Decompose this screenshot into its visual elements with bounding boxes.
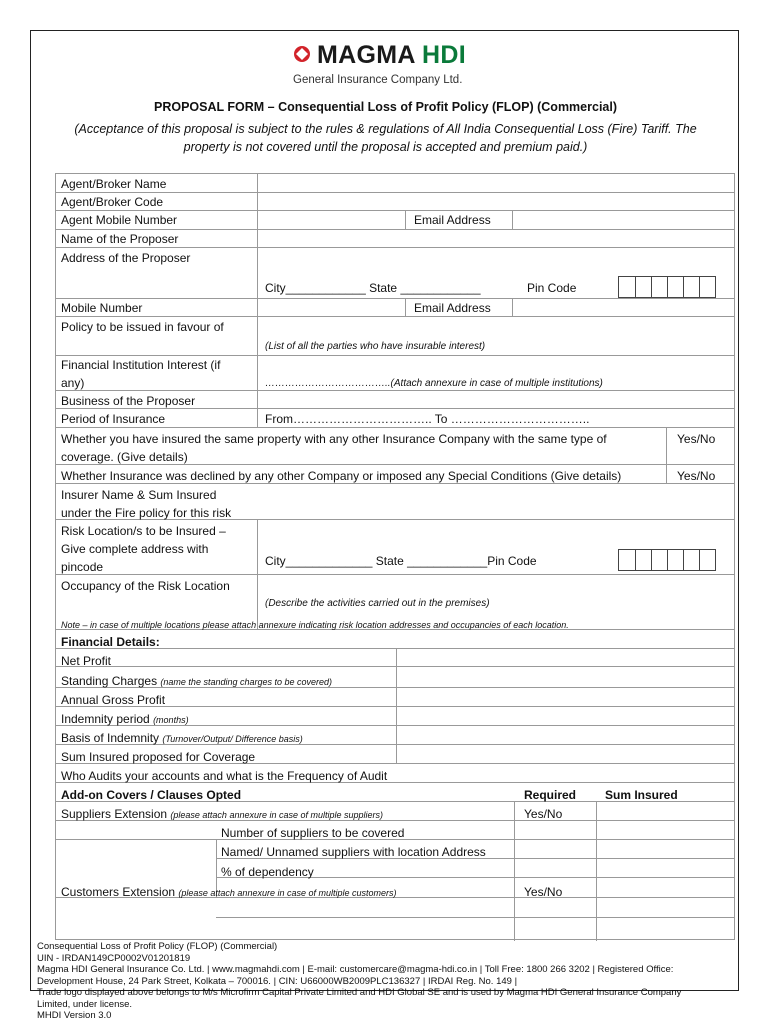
period-label: Period of Insurance — [61, 412, 166, 426]
email-label-1: Email Address — [414, 213, 491, 227]
risk-city-state-pin: City_____________ State ____________Pin Code — [265, 554, 537, 568]
named-suppliers-label: Named/ Unnamed suppliers with location Address — [221, 845, 486, 859]
financial-institution-label-cont: any) — [61, 376, 85, 390]
occupancy-label: Occupancy of the Risk Location — [61, 579, 230, 593]
suppliers-extension-text: Suppliers Extension — [61, 807, 168, 821]
insurer-label: Insurer Name & Sum Insured — [61, 488, 217, 502]
risk-location-label-pincode: pincode — [61, 560, 104, 574]
logo-accent-text: HDI — [422, 41, 466, 69]
basis-of-indemnity-text: Basis of Indemnity — [61, 731, 160, 745]
suppliers-extension-note: (please attach annexure in case of multiple suppliers) — [170, 810, 384, 820]
logo-wordmark — [317, 41, 466, 70]
footer-trademark: Trade logo displayed above belongs to M/s Microfirm Capital Private Limited and HDI Global SE and is used by Magma HDI General Insurance Company — [37, 987, 682, 998]
customers-extension-text: Customers Extension — [61, 885, 176, 899]
form-subtitle: (Acceptance of this proposal is subject to the rules & regulations of All India Consequential Loss (Fire) Tariff. The property is not covered until the proposal is accepted and premium paid.) — [74, 122, 697, 154]
financial-institution-value: ………………………………..(Attach annexure in case of multiple institutions) — [265, 378, 603, 389]
financial-institution-label: Financial Institution Interest (if — [61, 358, 221, 372]
sum-insured-label: Sum Insured proposed for Coverage — [61, 750, 256, 764]
dependency-label: % of dependency — [221, 865, 314, 879]
footer-version: MHDI Version 3.0 — [37, 1010, 112, 1021]
basis-of-indemnity-note: (Turnover/Output/ Difference basis) — [162, 734, 303, 744]
business-label: Business of the Proposer — [61, 394, 196, 408]
other-insurance-question-cont: coverage. (Give details) — [61, 450, 188, 464]
number-of-suppliers-label: Number of suppliers to be covered — [221, 826, 405, 840]
footer-trademark-cont: Limited, under license. — [37, 998, 133, 1010]
logo-brand-text: MAGMA — [317, 41, 415, 69]
footer-uin: UIN - IRDAN149CP0002V01201819 — [37, 952, 191, 964]
agent-code-label: Agent/Broker Code — [61, 195, 164, 209]
other-insurance-question: Whether you have insured the same property with any other Insurance Company with the same type of — [61, 432, 607, 446]
standing-charges-note: (name the standing charges to be covered) — [160, 677, 333, 687]
footer — [37, 941, 737, 1022]
indemnity-period-label — [61, 712, 189, 727]
indemnity-period-text: Indemnity period — [61, 712, 150, 726]
risk-pin-code-boxes[interactable] — [618, 549, 716, 571]
suppliers-yes-no[interactable]: Yes/No — [524, 807, 563, 821]
insurer-label-cont: under the Fire policy for this risk — [61, 506, 232, 520]
audits-label: Who Audits your accounts and what is the Frequency of Audit — [61, 769, 388, 783]
standing-charges-label — [61, 674, 332, 689]
suppliers-extension-label — [61, 807, 383, 822]
pin-code-boxes[interactable] — [618, 276, 716, 298]
net-profit-label: Net Profit — [61, 654, 112, 668]
risk-location-label: Risk Location/s to be Insured – — [61, 524, 226, 538]
proposer-name-label: Name of the Proposer — [61, 232, 179, 246]
pin-code-label: Pin Code — [527, 281, 577, 295]
footer-policy-name: Consequential Loss of Profit Policy (FLOP) (Commercial) — [37, 941, 278, 952]
customers-extension-label — [61, 885, 397, 900]
proposer-address-label: Address of the Proposer — [61, 251, 191, 265]
required-column-header: Required — [524, 788, 577, 802]
customers-extension-note: (please attach annexure in case of multiple customers) — [178, 888, 397, 898]
multiple-locations-note: Note – in case of multiple locations please attach annexure indicating risk location addresses and occupancies of each location. — [61, 620, 569, 630]
city-state-label: City____________ State ____________ — [265, 281, 481, 295]
risk-location-label-cont: Give complete address with — [61, 542, 209, 556]
customers-yes-no[interactable]: Yes/No — [524, 885, 563, 899]
mobile-label: Mobile Number — [61, 301, 143, 315]
footer-address: Development House, 24 Park Street, Kolkata – 700016. | CIN: U66000WB2009PLC136327 | IRDAI Reg. No. 149 | — [37, 975, 518, 987]
agent-mobile-label: Agent Mobile Number — [61, 213, 178, 227]
agent-name-label: Agent/Broker Name — [61, 177, 167, 191]
standing-charges-text: Standing Charges — [61, 674, 158, 688]
logo-subtitle: General Insurance Company Ltd. — [293, 74, 463, 86]
period-value: From…………………………….. To …………………………….. — [265, 412, 590, 426]
annual-gross-profit-label: Annual Gross Profit — [61, 693, 166, 707]
magma-hdi-logo — [293, 41, 483, 87]
other-insurance-yes-no[interactable]: Yes/No — [677, 432, 716, 446]
addon-covers-heading: Add-on Covers / Clauses Opted — [61, 788, 242, 802]
form-title: PROPOSAL FORM – Consequential Loss of Profit Policy (FLOP) (Commercial) — [153, 100, 618, 114]
parties-note: (List of all the parties who have insurable interest) — [265, 341, 486, 352]
indemnity-period-note: (months) — [153, 715, 189, 725]
sum-insured-column-header: Sum Insured — [605, 788, 678, 802]
proposal-form-page — [30, 30, 739, 1021]
policy-favour-label: Policy to be issued in favour of — [61, 320, 224, 334]
email-label-2: Email Address — [414, 301, 491, 315]
declined-question: Whether Insurance was declined by any other Company or imposed any Special Conditions (Give details) — [61, 469, 622, 483]
occupancy-note: (Describe the activities carried out in the premises) — [265, 598, 490, 609]
declined-yes-no[interactable]: Yes/No — [677, 469, 716, 483]
logo-mark-icon — [293, 45, 315, 63]
footer-contact: Magma HDI General Insurance Co. Ltd. | www.magmahdi.com | E-mail: customercare@magma-hdi.co.in | Toll Free: 1800 266 3202 | Registered Office: — [37, 964, 674, 975]
basis-of-indemnity-label — [61, 731, 303, 746]
financial-details-heading: Financial Details: — [61, 635, 160, 649]
